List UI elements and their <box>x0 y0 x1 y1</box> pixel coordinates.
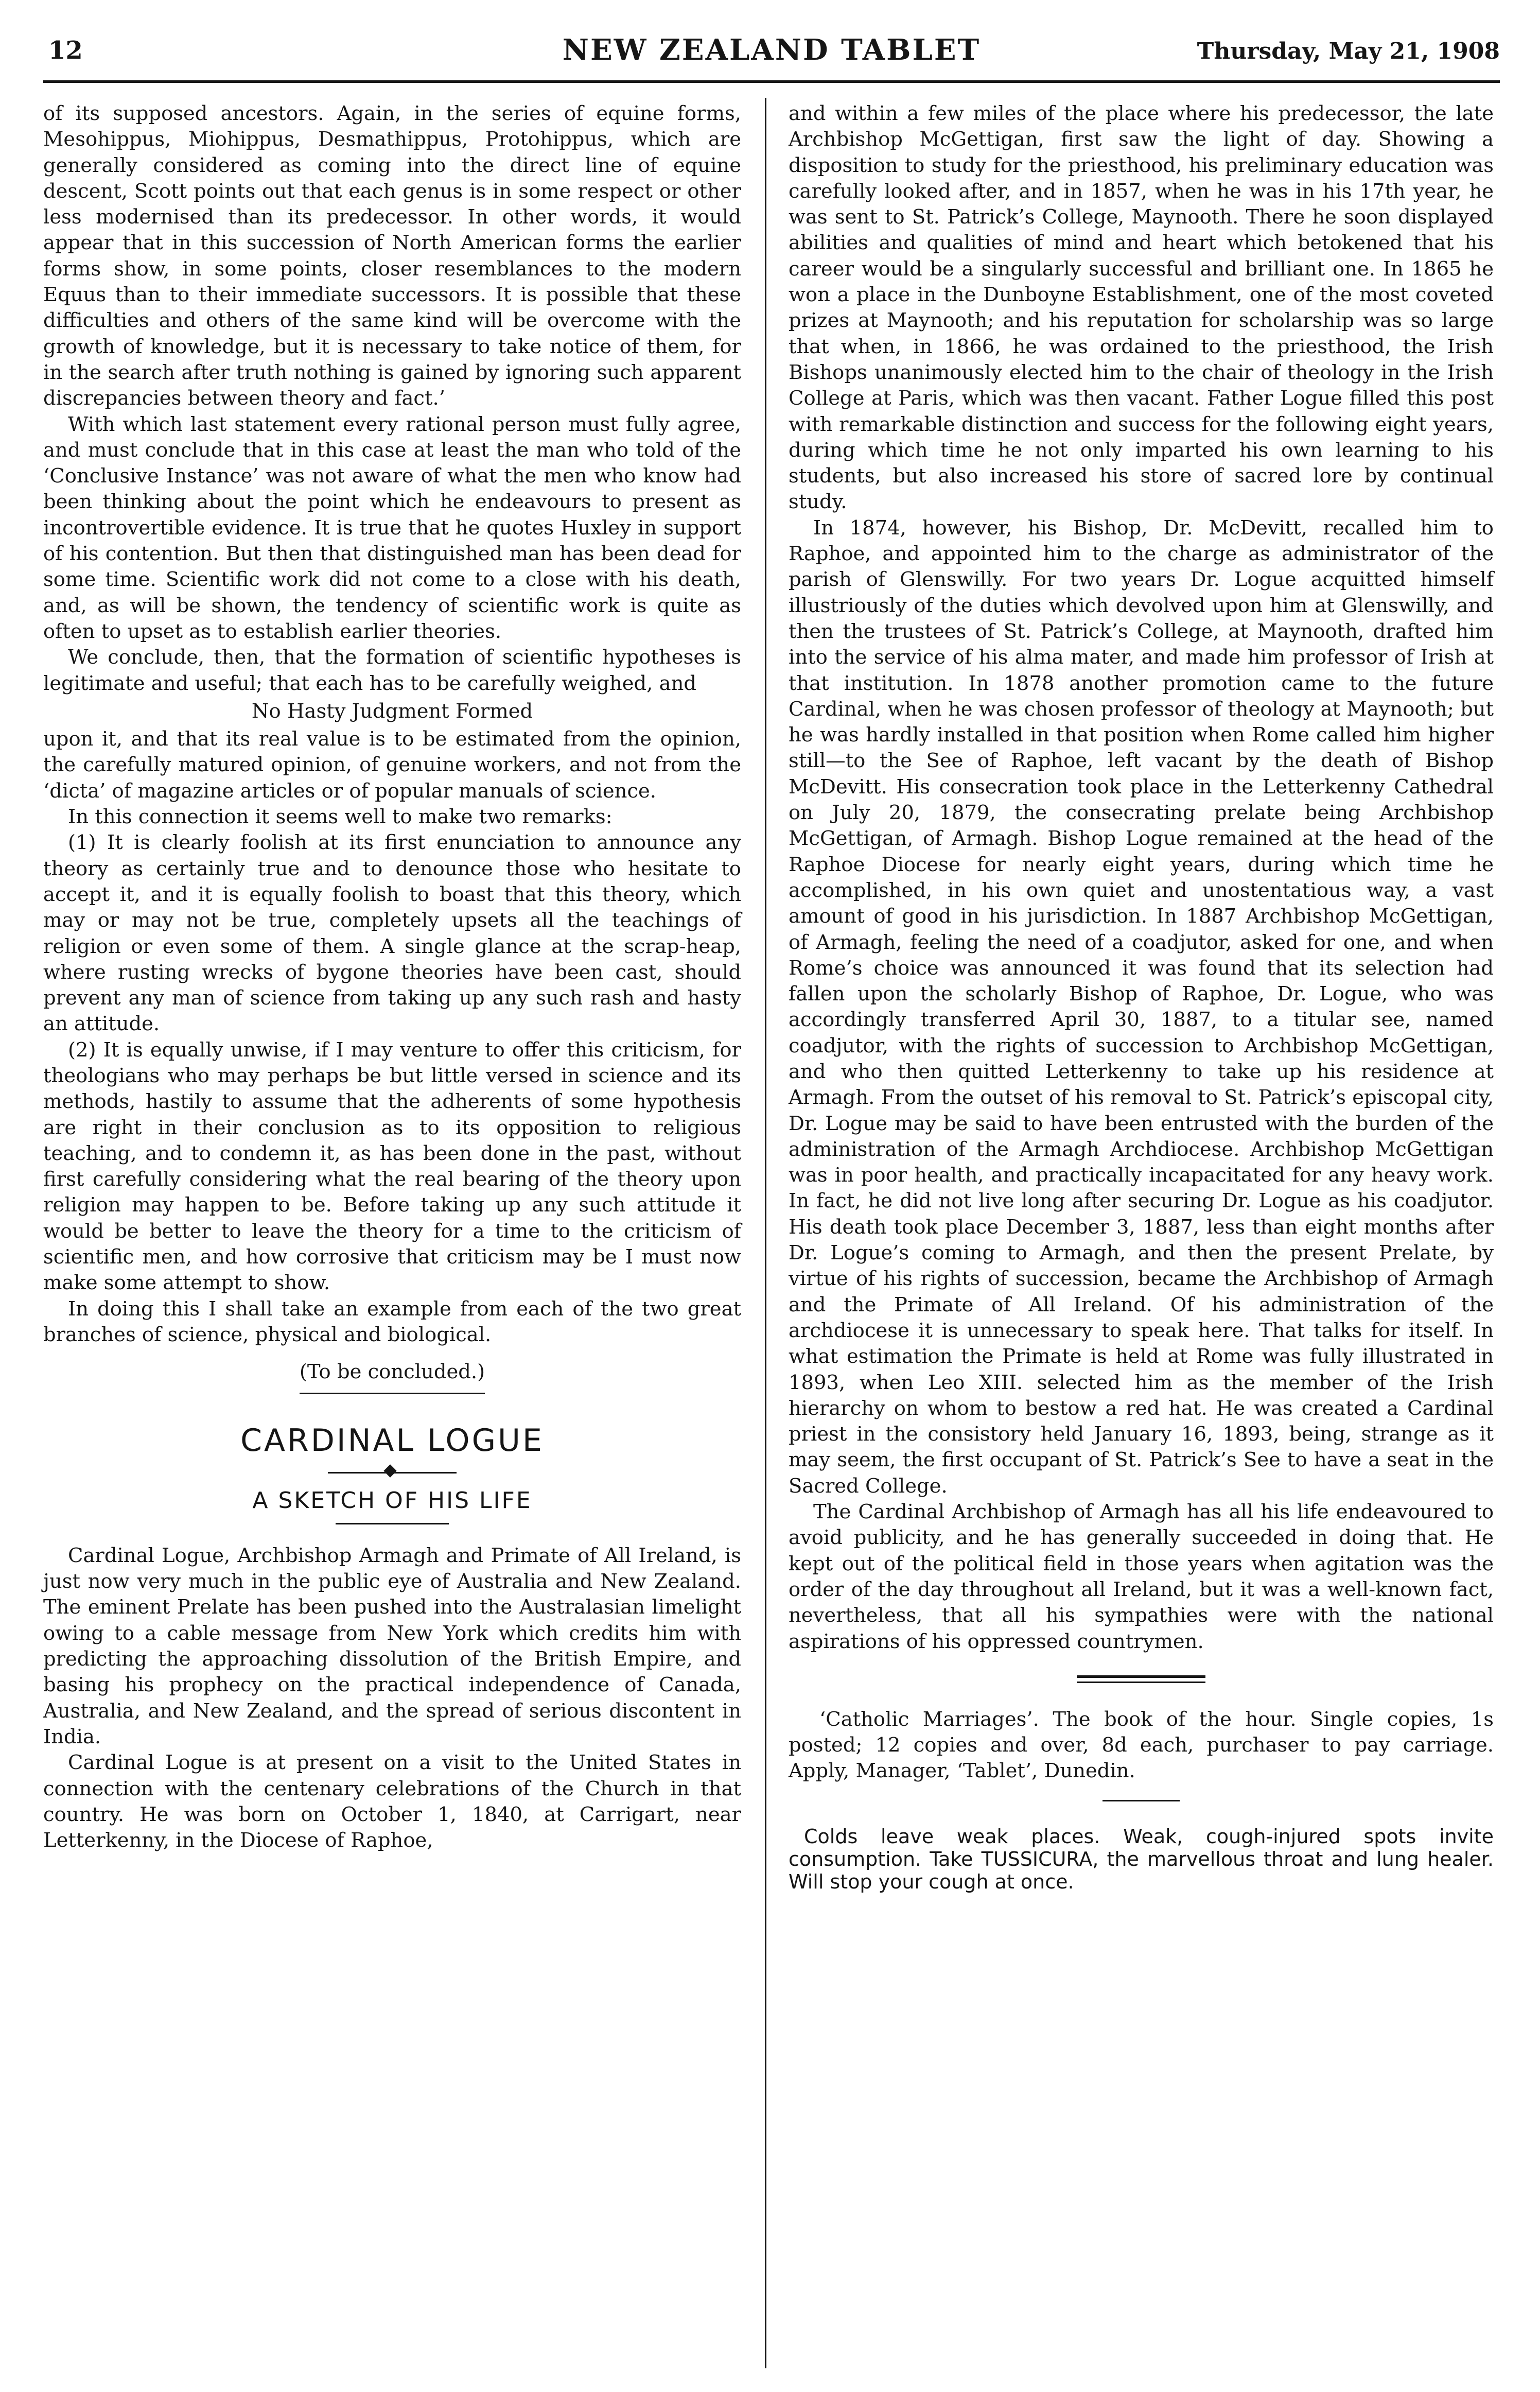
subtitle-rule <box>336 1523 449 1524</box>
to-be-continued-note: (To be concluded.) <box>299 1360 485 1384</box>
rule-thick <box>1077 1675 1205 1678</box>
double-rule <box>1077 1675 1205 1683</box>
section-rule <box>300 1393 485 1394</box>
advertisement-rule <box>1102 1800 1180 1801</box>
paragraph: In 1874, however, his Bishop, Dr. McDevitt, recalled him to Raphoe, and appointed him to the charge as administrator of the parish of Glenswilly. For two years Dr. Logue acquitted himself illustriously of the duties which devolved upon him at Glenswilly, and then the trustees of St. Patrick’s College, at Maynooth, drafted him into the service of his alma mater, and made him professor of Irish at that institution. In 1878 another promotion came to the future Cardinal, when he was chosen professor of theology at Maynooth; but he was hardly installed in that position when Rome called him higher still—to the See of Raphoe, left vacant by the death of Bishop McDevitt. His consecration took place in the Letterkenny Cathedral on July 20, 1879, the consecrating prelate being Archbishop McGettigan, of Armagh. Bishop Logue remained at the head of the Raphoe Diocese for nearly eight years, during which time he accomplished, in his own quiet and unostentatious way, a vast amount of good in his jurisdiction. In 1887 Archbishop McGettigan, of Armagh, feeling the need of a coadjutor, asked for one, and when Rome’s choice was announced it was found that its selection had fallen upon the scholarly Bishop of Raphoe, Dr. Logue, who was accordingly transferred April 30, 1887, to a titular see, named coadjutor, with the rights of succession to Archbishop McGettigan, and who then quitted Letterkenny to take up his residence at Armagh. From the outset of his removal to St. Patrick’s episcopal city, Dr. Logue may be said to have been entrusted with the burden of the administration of the Armagh Archdiocese. Archbishop McGettigan was in poor health, and practically incapacitated for any heavy work. In fact, he did not live long after securing Dr. Logue as his coadjutor. His death took place December 3, 1887, less than eight months after Dr. Logue’s coming to Armagh, and then the present Prelate, by virtue of his rights of succession, became the Archbishop of Armagh and the Primate of All Ireland. Of his administration of the archdiocese it is unnecessary to speak here. That talks for itself. In what estimation the Primate is held at Rome was fully illustrated in 1893, when Leo XIII. selected him as the member of the Irish hierarchy on whom to bestow a red hat. He was created a Cardinal priest in the consistory held January 16, 1893, being, strange as it may seem, the first occupant of St. Patrick’s See to have a seat in the Sacred College. <box>789 516 1494 1498</box>
paragraph: (2) It is equally unwise, if I may venture to offer this criticism, for theologians who may perhaps be but little versed in science and its methods, hastily to assume that the adherents of some hypothesis are right in their conclusion as to its opposition to religious teaching, and to condemn it, as has been done in the past, without first carefully considering what the real bearing of the theory upon religion may happen to be. Before taking up any such attitude it would be better to leave the theory for a time to the criticism of scientific men, and how corrosive that criticism may be I must now make some attempt to show. <box>43 1038 741 1295</box>
diamond-ornament <box>328 1466 457 1479</box>
paragraph: of its supposed ancestors. Again, in the series of equine forms, Mesohippus, Miohippus, Desmathippus, Protohippus, which are generally considered as coming into the direct line of equine descent, Scott points out that each genus is in some respect or other less modernised than its predecessor. In other words, it would appear that in this succession of North American forms the earlier forms show, in some points, closer resemblances to the modern Equus than to their immediate successors. It is possible that these difficulties and others of the same kind will be overcome with the growth of knowledge, but it is necessary to take notice of them, for in the search after truth nothing is gained by ignoring such apparent discrepancies between theory and fact.’ <box>43 102 741 410</box>
paragraph: The Cardinal Archbishop of Armagh has all his life endeavoured to avoid publicity, and he has generally succeeded in doing that. He kept out of the political field in those years when agitation was the order of the day throughout all Ireland, but it was a well-known fact, nevertheless, that all his sympathies were with the national aspirations of his oppressed countrymen. <box>789 1500 1494 1653</box>
diamond-icon <box>383 1464 396 1477</box>
header-rule <box>43 80 1500 83</box>
paragraph: Cardinal Logue is at present on a visit to the United States in connection with the centenary celebrations of the Church in that country. He was born on October 1, 1840, at Carrigart, near Letterkenny, in the Diocese of Raphoe, <box>43 1751 741 1852</box>
paragraph: and within a few miles of the place where his predecessor, the late Archbishop McGettigan, first saw the light of day. Showing a disposition to study for the priesthood, his preliminary education was carefully looked after, and in 1857, when he was in his 17th year, he was sent to St. Patrick’s College, Maynooth. There he soon displayed abilities and qualities of mind and heart which betokened that his career would be a singularly successful and brilliant one. In 1865 he won a place in the Dunboyne Establishment, one of the most coveted prizes at Maynooth; and his reputation for scholarship was so large that when, in 1866, he was ordained to the priesthood, the Irish Bishops unanimously elected him to the chair of theology in the Irish College at Paris, which was then vacant. Father Logue filled this post with remarkable distinction and success for the following eight years, during which time he not only imparted his own learning to his students, but also increased his store of sacred lore by continual study. <box>789 102 1494 514</box>
article-title: CARDINAL LOGUE <box>240 1422 544 1459</box>
page-number: 12 <box>48 36 83 65</box>
left-column <box>43 101 741 1853</box>
page-header <box>43 29 1500 75</box>
paragraph: upon it, and that its real value is to be estimated from the opinion, the carefully matured opinion, of genuine workers, and not from the ‘dicta’ of magazine articles or of popular manuals of science. <box>43 727 741 803</box>
rule-thin <box>1077 1682 1205 1683</box>
advertisement-text: Colds leave weak places. Weak, cough-injured spots invite consumption. Take TUSSICURA, the marvellous throat and lung healer. Will stop your cough at once. <box>789 1825 1494 1893</box>
paragraph: In doing this I shall take an example from each of the two great branches of science, physical and biological. <box>43 1297 741 1346</box>
issue-date: Thursday, May 21, 1908 <box>1197 38 1500 64</box>
advertisement-tussicura <box>789 1825 1494 1893</box>
advertisement-catholic-marriages <box>789 1707 1494 1784</box>
paragraph: In this connection it seems well to make two remarks: <box>68 805 612 829</box>
paragraph: Cardinal Logue, Archbishop Armagh and Primate of All Ireland, is just now very much in the public eye of Australia and New Zealand. The eminent Prelate has been pushed into the Australasian limelight owing to a cable message from New York which credits him with predicting the approaching dissolution of the British Empire, and basing his prophecy on the practical independence of Canada, Australia, and New Zealand, and the spread of serious discontent in India. <box>43 1544 741 1748</box>
paragraph: (1) It is clearly foolish at its first enunciation to announce any theory as certainly true and to denounce those who hesitate to accept it, and it is equally foolish to boast that this theory, which may or may not be true, completely upsets all the teachings of religion or even some of them. A single glance at the scrap-heap, where rusting wrecks of bygone theories have been cast, should prevent any man of science from taking up any such rash and hasty an attitude. <box>43 831 741 1036</box>
column-divider <box>765 98 766 2368</box>
article-subtitle: A SKETCH OF HIS LIFE <box>252 1487 532 1514</box>
advertisement-text: ‘Catholic Marriages’. The book of the hour. Single copies, 1s posted; 12 copies and over, 8d each, purchaser to pay carriage. Apply, Manager, ‘Tablet’, Dunedin. <box>789 1707 1494 1783</box>
paragraph: With which last statement every rational person must fully agree, and must conclude that in this case at least the man who told of the ‘Conclusive Instance’ was not aware of what the men who know had been thinking about the point which he endeavours to present as incontrovertible evidence. It is true that he quotes Huxley in support of his contention. But then that distinguished man has been dead for some time. Scientific work did not come to a close with his death, and, as will be shown, the tendency of scientific work is quite as often to upset as to establish earlier theories. <box>43 412 741 643</box>
paragraph: We conclude, then, that the formation of scientific hypotheses is legitimate and useful; that each has to be carefully weighed, and <box>43 646 741 695</box>
section-subheading: No Hasty Judgment Formed <box>251 699 533 723</box>
publication-title: NEW ZEALAND TABLET <box>562 33 981 67</box>
right-column <box>789 101 1494 1893</box>
